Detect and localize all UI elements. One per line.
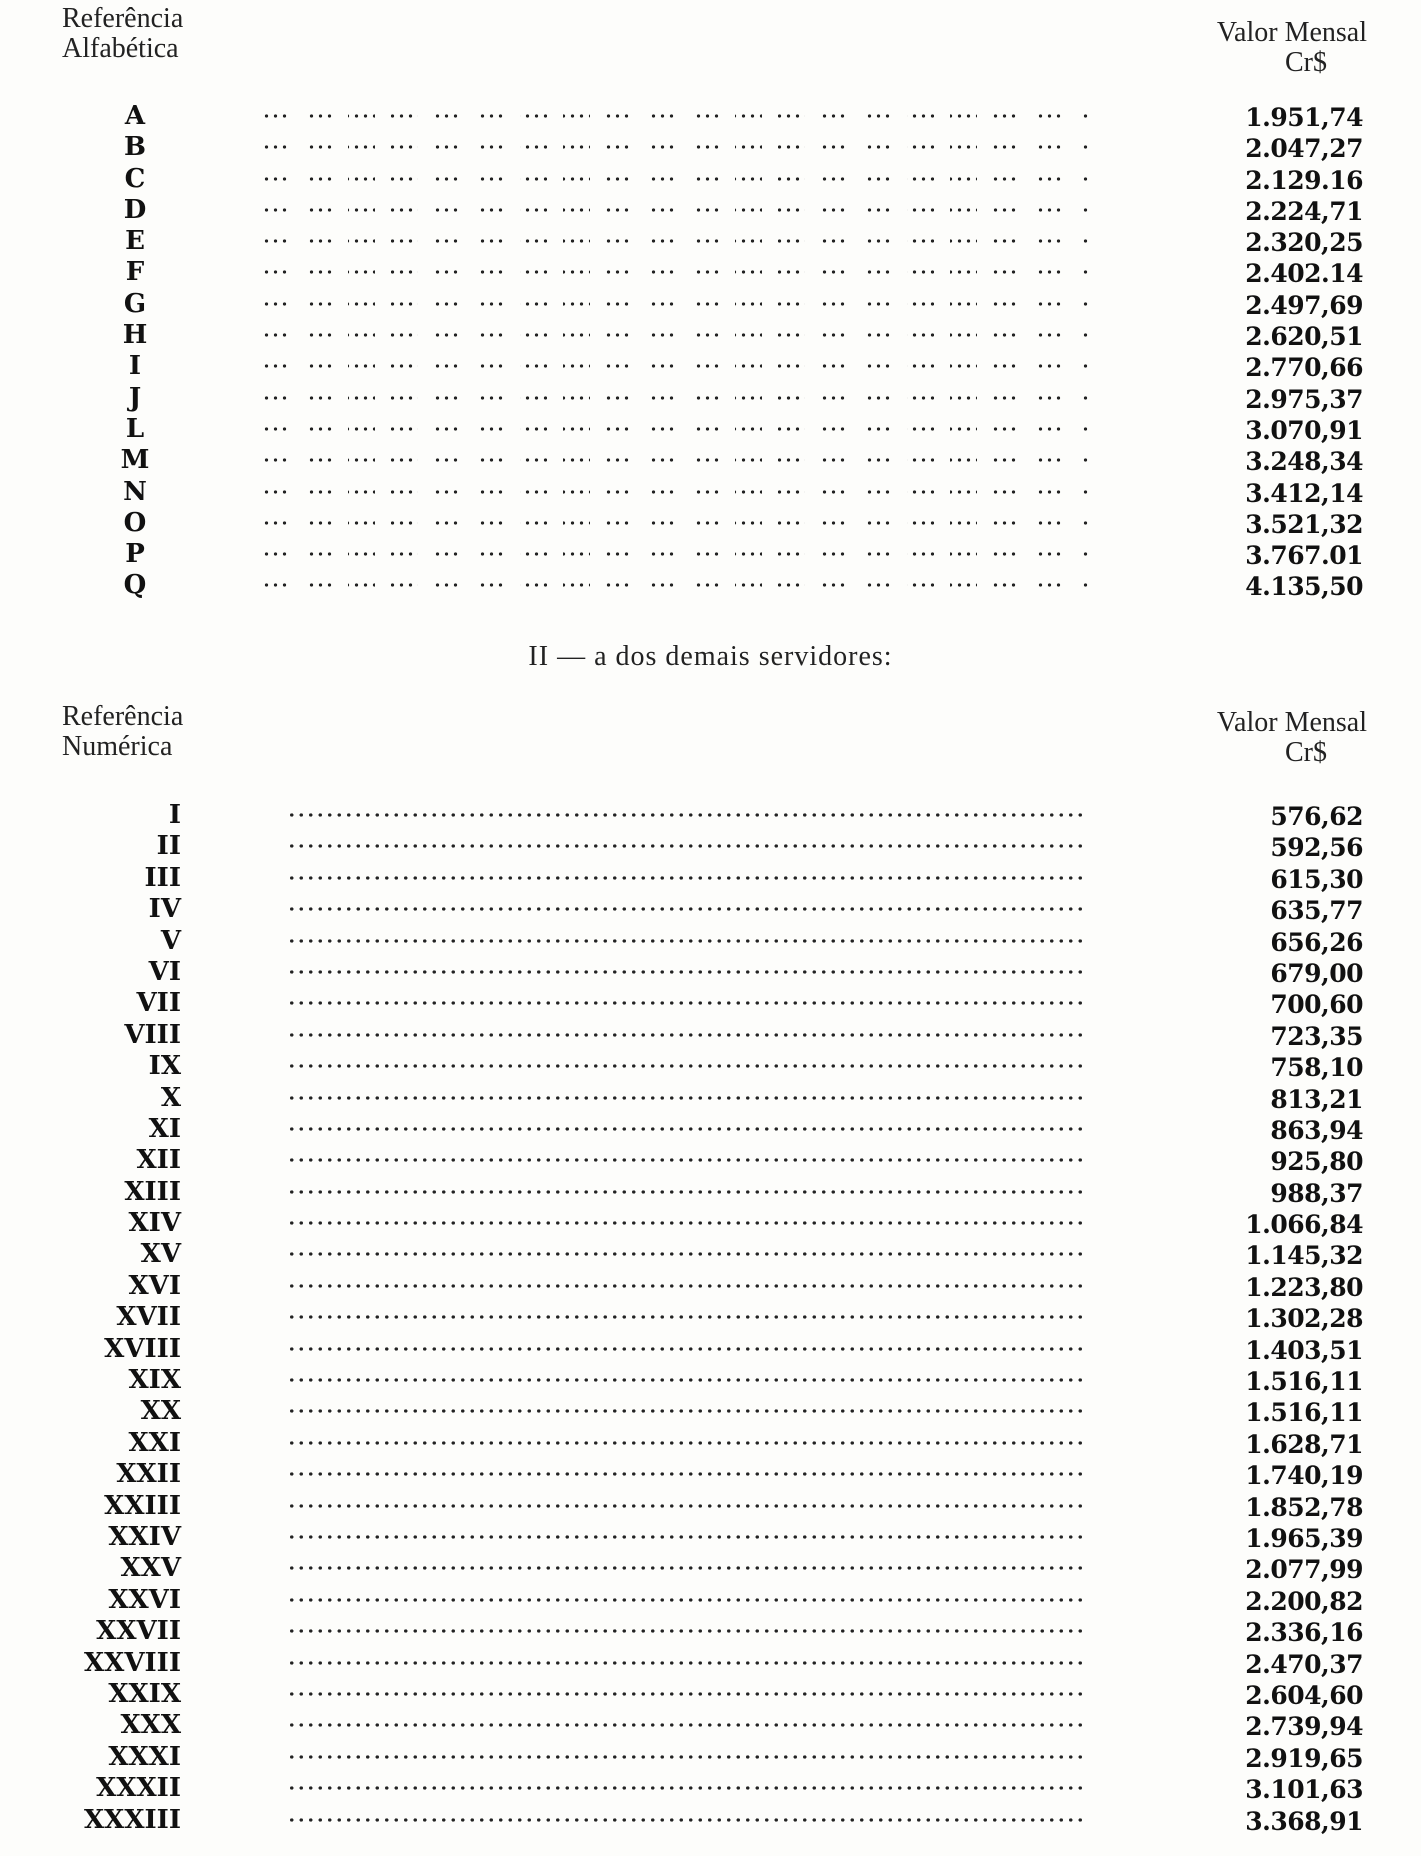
- monthly-value: 2.919,65: [1245, 1743, 1363, 1773]
- dot-leader: [287, 969, 1087, 975]
- reference-code: XX: [140, 1396, 181, 1427]
- dot-leader: [287, 906, 1087, 912]
- reference-code: C: [124, 163, 146, 194]
- table2-row: [0, 1302, 1421, 1333]
- table1-row: [0, 289, 1421, 320]
- monthly-value: 4.135,50: [1245, 572, 1363, 602]
- table1: [0, 101, 1421, 602]
- dot-leader: [287, 1251, 1087, 1257]
- table2-row: [0, 1742, 1421, 1773]
- dot-leader: [287, 1565, 1087, 1571]
- table2-row: [0, 1083, 1421, 1114]
- table2-row: [0, 1648, 1421, 1679]
- reference-code: VIII: [124, 1019, 181, 1050]
- dot-leader: [287, 1032, 1087, 1038]
- monthly-value: 1.145,32: [1245, 1241, 1363, 1271]
- reference-code: XXVII: [96, 1616, 181, 1647]
- dot-leader: [287, 843, 1087, 849]
- monthly-value: 3.521,32: [1245, 509, 1363, 539]
- table1-row: [0, 414, 1421, 445]
- dot-leader: [287, 1817, 1087, 1823]
- table1-row: [0, 226, 1421, 257]
- reference-code: L: [125, 413, 145, 444]
- table2-row: [0, 1773, 1421, 1804]
- table1-row: [0, 570, 1421, 601]
- dot-leader: [287, 1283, 1087, 1289]
- table2-row: [0, 831, 1421, 862]
- reference-code: I: [128, 351, 142, 382]
- dot-leader: [262, 489, 1092, 495]
- table2-row: [0, 1428, 1421, 1459]
- reference-code: B: [124, 132, 146, 163]
- dot-leader: [262, 144, 1092, 150]
- dot-leader: [262, 113, 1092, 119]
- reference-code: XXIII: [104, 1490, 181, 1521]
- reference-code: VII: [136, 988, 181, 1019]
- reference-code: XXXI: [108, 1741, 181, 1772]
- dot-leader: [262, 426, 1092, 432]
- monthly-value: 1.965,39: [1245, 1523, 1363, 1553]
- monthly-value: 2.336,16: [1245, 1618, 1363, 1648]
- dot-leader: [287, 1220, 1087, 1226]
- table2-row: [0, 1114, 1421, 1145]
- monthly-value: 2.620,51: [1245, 322, 1363, 352]
- table2-row: [0, 1616, 1421, 1647]
- monthly-value: 1.740,19: [1245, 1461, 1363, 1491]
- reference-code: A: [124, 101, 146, 131]
- table1-row: [0, 351, 1421, 382]
- reference-code: J: [128, 382, 142, 413]
- monthly-value: 2.402.14: [1245, 259, 1363, 289]
- dot-leader: [287, 1785, 1087, 1791]
- monthly-value: 2.975,37: [1245, 384, 1363, 414]
- dot-leader: [262, 395, 1092, 401]
- monthly-value: 1.516,11: [1245, 1398, 1363, 1428]
- reference-code: XIX: [128, 1365, 181, 1396]
- reference-code: XVII: [116, 1302, 181, 1333]
- table2-header-right-line1: Valor Mensal: [1216, 707, 1367, 738]
- reference-code: V: [160, 925, 181, 956]
- dot-leader: [287, 1440, 1087, 1446]
- reference-code: G: [123, 288, 147, 319]
- table2-row: [0, 863, 1421, 894]
- table2-row: [0, 1491, 1421, 1522]
- reference-code: F: [125, 257, 145, 288]
- reference-code: XIII: [124, 1176, 181, 1207]
- dot-leader: [287, 1189, 1087, 1195]
- monthly-value: 1.951,74: [1245, 103, 1363, 132]
- reference-code: IX: [148, 1051, 181, 1082]
- monthly-value: 615,30: [1270, 864, 1363, 894]
- monthly-value: 925,80: [1270, 1147, 1363, 1177]
- dot-leader: [262, 582, 1092, 588]
- table1-row: [0, 445, 1421, 476]
- dot-leader: [287, 1534, 1087, 1540]
- monthly-value: 1.066,84: [1245, 1210, 1363, 1240]
- reference-code: E: [125, 226, 145, 257]
- table1-header-left: [62, 4, 183, 64]
- monthly-value: 863,94: [1270, 1115, 1363, 1145]
- monthly-value: 3.101,63: [1245, 1775, 1363, 1805]
- table1-header-left-line2: Alfabética: [62, 33, 179, 64]
- reference-code: XXV: [120, 1553, 181, 1584]
- dot-leader: [262, 520, 1092, 526]
- monthly-value: 2.739,94: [1245, 1712, 1363, 1742]
- reference-code: P: [125, 539, 145, 570]
- dot-leader: [262, 551, 1092, 557]
- dot-leader: [262, 269, 1092, 275]
- table2-row: [0, 1805, 1421, 1836]
- table1-header-left-line1: Referência: [62, 3, 184, 34]
- table2-row: [0, 1334, 1421, 1365]
- dot-leader: [287, 1503, 1087, 1509]
- dot-leader: [287, 1408, 1087, 1414]
- table1-row: [0, 132, 1421, 163]
- dot-leader: [287, 1471, 1087, 1477]
- monthly-value: 2.497,69: [1245, 290, 1363, 320]
- reference-code: III: [144, 862, 181, 893]
- table2-row: [0, 1051, 1421, 1082]
- table2-row: [0, 926, 1421, 957]
- dot-leader: [287, 938, 1087, 944]
- monthly-value: 2.320,25: [1245, 228, 1363, 258]
- dot-leader: [287, 1063, 1087, 1069]
- reference-code: H: [122, 320, 148, 351]
- table2-row: [0, 1208, 1421, 1239]
- dot-leader: [262, 457, 1092, 463]
- monthly-value: 758,10: [1270, 1053, 1363, 1083]
- reference-code: I: [168, 800, 181, 830]
- dot-leader: [287, 1346, 1087, 1352]
- monthly-value: 1.403,51: [1245, 1335, 1363, 1365]
- monthly-value: 3.070,91: [1245, 415, 1363, 445]
- monthly-value: 3.767.01: [1245, 541, 1363, 571]
- table1-row: [0, 195, 1421, 226]
- reference-code: XXXIII: [83, 1804, 181, 1835]
- table2-row: [0, 1145, 1421, 1176]
- table2-row: [0, 1459, 1421, 1490]
- reference-code: D: [123, 194, 147, 225]
- dot-leader: [287, 1095, 1087, 1101]
- table1-row: [0, 477, 1421, 508]
- table2-header-left-line2: Numérica: [62, 731, 173, 762]
- reference-code: XVI: [128, 1270, 181, 1301]
- monthly-value: 2.604,60: [1245, 1680, 1363, 1710]
- dot-leader: [287, 1377, 1087, 1383]
- table2-row: [0, 1396, 1421, 1427]
- table1-row: [0, 164, 1421, 195]
- reference-code: XVIII: [104, 1333, 181, 1364]
- table2-row: [0, 1585, 1421, 1616]
- table2: [0, 800, 1421, 1836]
- dot-leader: [287, 875, 1087, 881]
- reference-code: VI: [148, 956, 181, 987]
- monthly-value: 679,00: [1270, 958, 1363, 988]
- monthly-value: 576,62: [1270, 802, 1363, 831]
- monthly-value: 2.770,66: [1245, 353, 1363, 383]
- reference-code: XII: [136, 1145, 181, 1176]
- monthly-value: 1.516,11: [1245, 1367, 1363, 1397]
- section-title: II — a dos demais servidores:: [528, 641, 893, 672]
- monthly-value: 2.470,37: [1245, 1649, 1363, 1679]
- table2-row: [0, 1177, 1421, 1208]
- dot-leader: [287, 1628, 1087, 1634]
- monthly-value: 656,26: [1270, 927, 1363, 957]
- table1-row: [0, 539, 1421, 570]
- table1-row: [0, 257, 1421, 288]
- reference-code: XXII: [116, 1459, 181, 1490]
- monthly-value: 1.628,71: [1245, 1429, 1363, 1459]
- monthly-value: 3.368,91: [1245, 1806, 1363, 1836]
- dot-leader: [287, 1691, 1087, 1697]
- table2-row: [0, 1710, 1421, 1741]
- table2-row: [0, 800, 1421, 831]
- table2-row: [0, 1020, 1421, 1051]
- monthly-value: 592,56: [1270, 833, 1363, 863]
- monthly-value: 988,37: [1270, 1178, 1363, 1208]
- table1-row: [0, 383, 1421, 414]
- dot-leader: [287, 1754, 1087, 1760]
- dot-leader: [262, 332, 1092, 338]
- table2-header-left: [62, 702, 183, 762]
- table2-row: [0, 1553, 1421, 1584]
- dot-leader: [262, 301, 1092, 307]
- monthly-value: 2.077,99: [1245, 1555, 1363, 1585]
- dot-leader: [287, 1126, 1087, 1132]
- monthly-value: 2.224,71: [1245, 196, 1363, 226]
- table2-header-left-line1: Referência: [62, 701, 184, 732]
- reference-code: XXX: [120, 1710, 181, 1741]
- dot-leader: [287, 1660, 1087, 1666]
- monthly-value: 2.129.16: [1245, 165, 1363, 195]
- monthly-value: 1.302,28: [1245, 1304, 1363, 1334]
- table2-header-right-currency: Cr$: [1285, 737, 1327, 768]
- monthly-value: 2.047,27: [1245, 134, 1363, 164]
- monthly-value: 813,21: [1270, 1084, 1363, 1114]
- monthly-value: 3.412,14: [1245, 478, 1363, 508]
- dot-leader: [287, 812, 1087, 818]
- dot-leader: [287, 1157, 1087, 1163]
- monthly-value: 723,35: [1270, 1021, 1363, 1051]
- monthly-value: 3.248,34: [1245, 447, 1363, 477]
- reference-code: N: [123, 476, 147, 507]
- reference-code: X: [160, 1082, 181, 1113]
- reference-code: XIV: [128, 1208, 181, 1239]
- dot-leader: [262, 207, 1092, 213]
- table1-row: [0, 508, 1421, 539]
- table2-row: [0, 894, 1421, 925]
- reference-code: O: [123, 507, 147, 538]
- reference-code: XXIV: [108, 1521, 181, 1552]
- table1-row: [0, 320, 1421, 351]
- reference-code: XXVIII: [83, 1647, 181, 1678]
- monthly-value: 2.200,82: [1245, 1586, 1363, 1616]
- dot-leader: [262, 176, 1092, 182]
- dot-leader: [287, 1000, 1087, 1006]
- dot-leader: [262, 363, 1092, 369]
- monthly-value: 1.223,80: [1245, 1272, 1363, 1302]
- reference-code: IV: [148, 894, 181, 925]
- table2-row: [0, 1365, 1421, 1396]
- table2-row: [0, 1679, 1421, 1710]
- monthly-value: 1.852,78: [1245, 1492, 1363, 1522]
- table2-header-right: [1217, 708, 1367, 768]
- reference-code: XI: [148, 1113, 181, 1144]
- dot-leader: [287, 1314, 1087, 1320]
- dot-leader: [287, 1722, 1087, 1728]
- reference-code: XV: [140, 1239, 181, 1270]
- reference-code: XXIX: [108, 1678, 181, 1709]
- table2-row: [0, 1239, 1421, 1270]
- reference-code: Q: [123, 570, 147, 601]
- table2-row: [0, 1522, 1421, 1553]
- table2-row: [0, 1271, 1421, 1302]
- reference-code: M: [120, 445, 150, 476]
- dot-leader: [287, 1597, 1087, 1603]
- table1-header-right-line1: Valor Mensal: [1216, 17, 1367, 48]
- table1-header-right-currency: Cr$: [1285, 47, 1327, 78]
- reference-code: XXI: [128, 1427, 181, 1458]
- dot-leader: [262, 238, 1092, 244]
- reference-code: XXXII: [96, 1773, 181, 1804]
- monthly-value: 700,60: [1270, 990, 1363, 1020]
- table1-header-right: [1217, 18, 1367, 78]
- reference-code: II: [156, 831, 181, 862]
- monthly-value: 635,77: [1270, 896, 1363, 926]
- reference-code: XXVI: [108, 1584, 181, 1615]
- table2-row: [0, 988, 1421, 1019]
- table1-row: [0, 101, 1421, 132]
- table2-row: [0, 957, 1421, 988]
